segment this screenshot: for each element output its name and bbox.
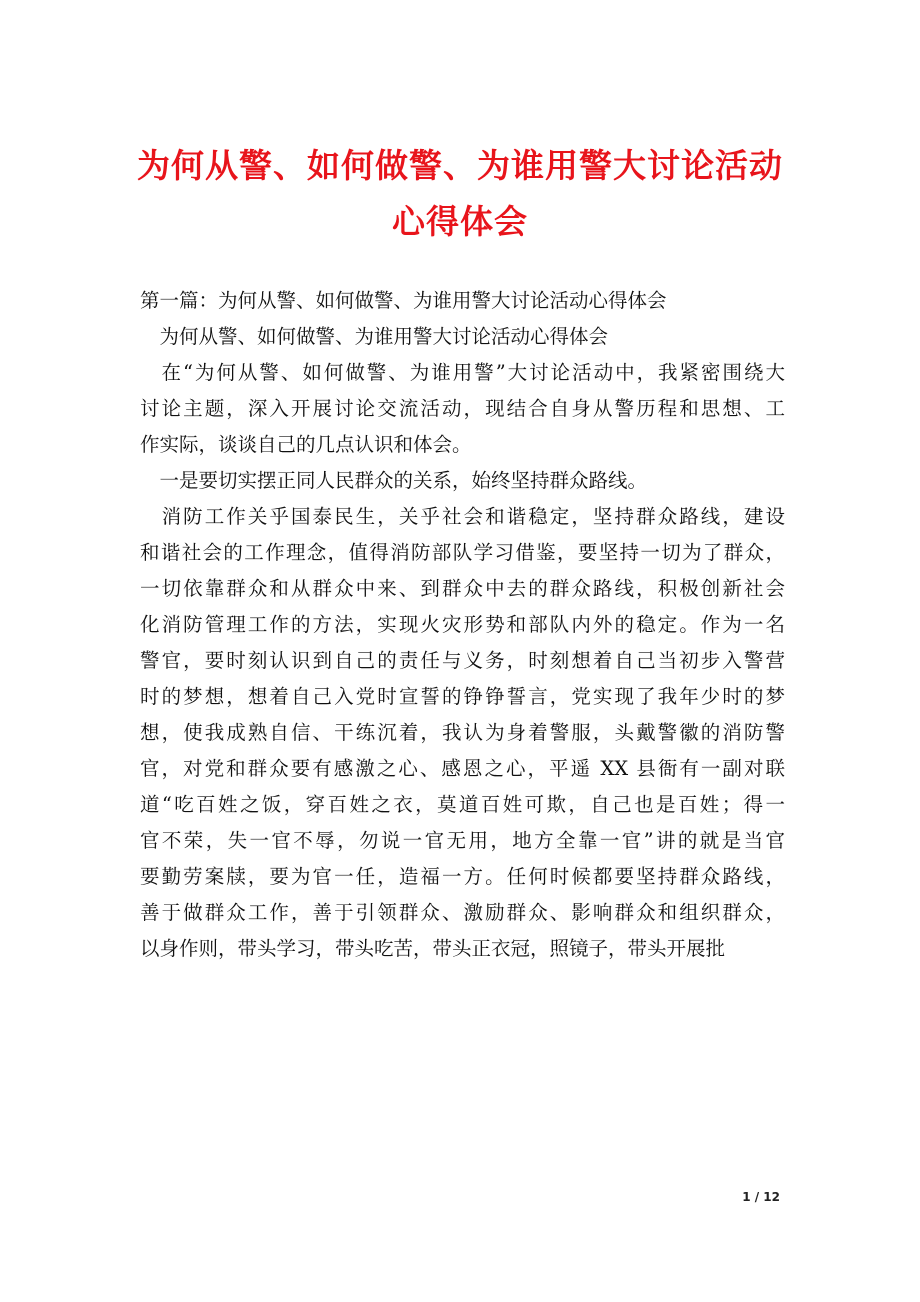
body-line: 要勤劳案牍，要为官一任，造福一方。任何时候都要坚持群众路线， (140, 865, 785, 888)
body-line: 官，对党和群众要有感激之心、感恩之心，平遥 XX 县衙有一副对联 (140, 757, 785, 780)
body-line: 消防工作关乎国泰民生，关乎社会和谐稳定，坚持群众路线，建设 (140, 505, 785, 528)
body-line: 第一篇：为何从警、如何做警、为谁用警大讨论活动心得体会 (140, 289, 667, 312)
body-line: 道“吃百姓之饭，穿百姓之衣，莫道百姓可欺，自己也是百姓；得一 (140, 793, 785, 816)
document-body (140, 283, 785, 967)
body-line: 警官，要时刻认识到自己的责任与义务，时刻想着自己当初步入警营 (140, 649, 785, 672)
body-line: 想，使我成熟自信、干练沉着，我认为身着警服，头戴警徽的消防警 (140, 721, 785, 744)
body-line: 官不荣，失一官不辱，勿说一官无用，地方全靠一官”讲的就是当官 (140, 829, 785, 852)
body-line: 时的梦想，想着自己入党时宣誓的铮铮誓言，党实现了我年少时的梦 (140, 685, 785, 708)
document-title-line-2: 心得体会 (392, 202, 528, 241)
body-line: 以身作则，带头学习，带头吃苦，带头正衣冠，照镜子，带头开展批 (140, 937, 726, 960)
body-line: 一切依靠群众和从群众中来、到群众中去的群众路线，积极创新社会 (140, 577, 785, 600)
body-line: 讨论主题，深入开展讨论交流活动，现结合自身从警历程和思想、工 (140, 397, 785, 420)
body-line: 一是要切实摆正同人民群众的关系，始终坚持群众路线。 (140, 469, 648, 492)
body-line: 和谐社会的工作理念，值得消防部队学习借鉴，要坚持一切为了群众， (140, 541, 785, 564)
body-line: 善于做群众工作，善于引领群众、激励群众、影响群众和组织群众， (140, 901, 785, 924)
document-title-line-1: 为何从警、如何做警、为谁用警大讨论活动 (137, 146, 783, 185)
body-line: 在“为何从警、如何做警、为谁用警”大讨论活动中，我紧密围绕大 (140, 361, 785, 384)
body-line: 作实际，谈谈自己的几点认识和体会。 (140, 433, 472, 456)
body-line: 为何从警、如何做警、为谁用警大讨论活动心得体会 (140, 325, 609, 348)
page-number: 1 / 12 (742, 1190, 780, 1204)
body-line: 化消防管理工作的方法，实现火灾形势和部队内外的稳定。作为一名 (140, 613, 785, 636)
